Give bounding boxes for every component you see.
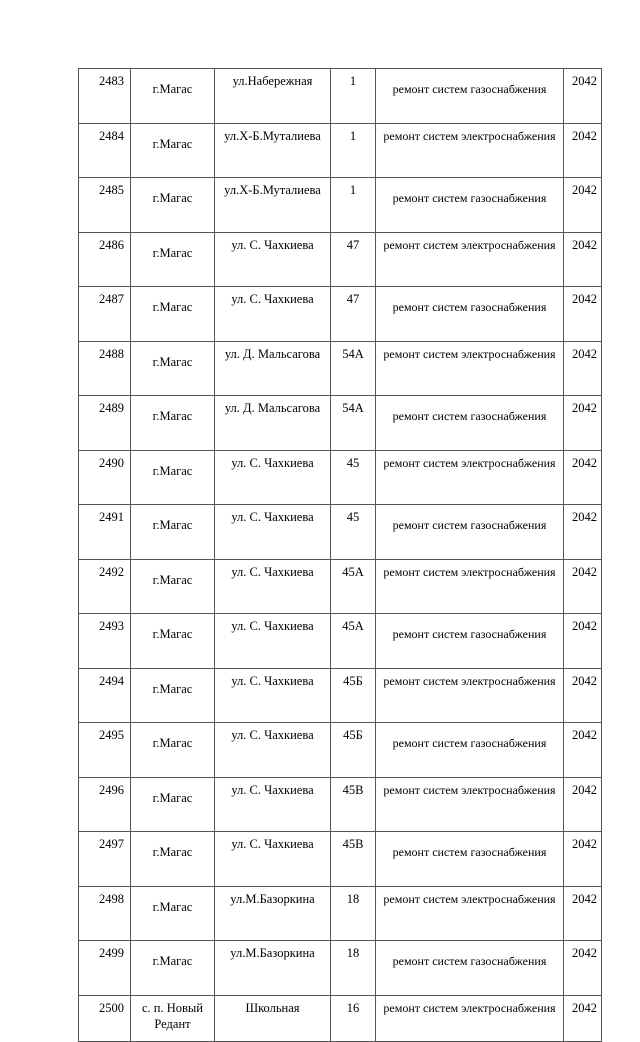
year-cell: 2042 [564,941,602,996]
settlement-cell: г.Магас [131,886,215,941]
row-number-cell: 2488 [79,341,131,396]
row-number-cell: 2499 [79,941,131,996]
year-cell: 2042 [564,69,602,124]
table-row [79,886,602,941]
table-row [79,396,602,451]
street-cell: ул.Х-Б.Муталиева [215,123,331,178]
table-row [79,505,602,560]
row-number-cell: 2494 [79,668,131,723]
year-cell: 2042 [564,832,602,887]
table-row [79,450,602,505]
table-row [79,723,602,778]
house-number-cell: 18 [331,941,376,996]
work-type-cell: ремонт систем электроснабжения [376,450,564,505]
settlement-cell: г.Магас [131,723,215,778]
row-number-cell: 2484 [79,123,131,178]
street-cell: ул. С. Чахкиева [215,450,331,505]
house-number-cell: 45 [331,450,376,505]
street-cell: ул. Д. Мальсагова [215,341,331,396]
settlement-cell: г.Магас [131,450,215,505]
house-number-cell: 47 [331,287,376,342]
house-number-cell: 16 [331,995,376,1042]
work-type-cell: ремонт систем электроснабжения [376,886,564,941]
house-number-cell: 45А [331,559,376,614]
house-number-cell: 18 [331,886,376,941]
table-row [79,668,602,723]
settlement-cell: г.Магас [131,396,215,451]
work-type-cell: ремонт систем газоснабжения [376,832,564,887]
work-type-cell: ремонт систем электроснабжения [376,232,564,287]
settlement-cell: г.Магас [131,559,215,614]
row-number-cell: 2490 [79,450,131,505]
street-cell: ул.М.Базоркина [215,886,331,941]
work-type-cell: ремонт систем газоснабжения [376,69,564,124]
street-cell: ул. С. Чахкиева [215,614,331,669]
table-row [79,995,602,1042]
table-row [79,832,602,887]
street-cell: ул.М.Базоркина [215,941,331,996]
work-type-cell: ремонт систем газоснабжения [376,287,564,342]
settlement-cell: г.Магас [131,232,215,287]
street-cell: ул. С. Чахкиева [215,505,331,560]
row-number-cell: 2491 [79,505,131,560]
settlement-cell: г.Магас [131,341,215,396]
street-cell: ул. С. Чахкиева [215,723,331,778]
table-row [79,178,602,233]
house-number-cell: 45Б [331,668,376,723]
table-row [79,614,602,669]
year-cell: 2042 [564,123,602,178]
settlement-cell: г.Магас [131,668,215,723]
table-row [79,777,602,832]
year-cell: 2042 [564,559,602,614]
row-number-cell: 2489 [79,396,131,451]
work-type-cell: ремонт систем электроснабжения [376,777,564,832]
settlement-cell: г.Магас [131,505,215,560]
year-cell: 2042 [564,723,602,778]
work-type-cell: ремонт систем электроснабжения [376,668,564,723]
table-row [79,69,602,124]
row-number-cell: 2498 [79,886,131,941]
year-cell: 2042 [564,995,602,1042]
row-number-cell: 2483 [79,69,131,124]
street-cell: ул. С. Чахкиева [215,287,331,342]
table-row [79,232,602,287]
street-cell: ул. Д. Мальсагова [215,396,331,451]
work-type-cell: ремонт систем электроснабжения [376,559,564,614]
house-number-cell: 1 [331,69,376,124]
settlement-cell: г.Магас [131,832,215,887]
house-number-cell: 45Б [331,723,376,778]
house-number-cell: 54А [331,396,376,451]
work-type-cell: ремонт систем электроснабжения [376,123,564,178]
year-cell: 2042 [564,396,602,451]
settlement-cell: г.Магас [131,287,215,342]
work-type-cell: ремонт систем газоснабжения [376,505,564,560]
work-type-cell: ремонт систем газоснабжения [376,614,564,669]
street-cell: ул. С. Чахкиева [215,232,331,287]
street-cell: Школьная [215,995,331,1042]
house-number-cell: 45В [331,832,376,887]
year-cell: 2042 [564,668,602,723]
year-cell: 2042 [564,450,602,505]
year-cell: 2042 [564,614,602,669]
house-number-cell: 54А [331,341,376,396]
street-cell: ул.Набережная [215,69,331,124]
street-cell: ул. С. Чахкиева [215,777,331,832]
table-row [79,341,602,396]
year-cell: 2042 [564,232,602,287]
row-number-cell: 2495 [79,723,131,778]
year-cell: 2042 [564,886,602,941]
year-cell: 2042 [564,505,602,560]
year-cell: 2042 [564,287,602,342]
street-cell: ул.Х-Б.Муталиева [215,178,331,233]
house-number-cell: 1 [331,123,376,178]
house-number-cell: 45В [331,777,376,832]
row-number-cell: 2497 [79,832,131,887]
settlement-cell: с. п. Новый Редант [131,995,215,1042]
work-type-cell: ремонт систем газоснабжения [376,723,564,778]
table-body [79,69,602,1042]
table-row [79,123,602,178]
row-number-cell: 2493 [79,614,131,669]
row-number-cell: 2500 [79,995,131,1042]
table-row [79,941,602,996]
house-number-cell: 45 [331,505,376,560]
work-type-cell: ремонт систем электроснабжения [376,995,564,1042]
row-number-cell: 2485 [79,178,131,233]
year-cell: 2042 [564,777,602,832]
work-type-cell: ремонт систем электроснабжения [376,341,564,396]
year-cell: 2042 [564,341,602,396]
work-type-cell: ремонт систем газоснабжения [376,941,564,996]
street-cell: ул. С. Чахкиева [215,668,331,723]
settlement-cell: г.Магас [131,123,215,178]
settlement-cell: г.Магас [131,178,215,233]
work-type-cell: ремонт систем газоснабжения [376,396,564,451]
row-number-cell: 2492 [79,559,131,614]
settlement-cell: г.Магас [131,777,215,832]
house-number-cell: 1 [331,178,376,233]
settlement-cell: г.Магас [131,941,215,996]
house-number-cell: 45А [331,614,376,669]
settlement-cell: г.Магас [131,614,215,669]
street-cell: ул. С. Чахкиева [215,559,331,614]
street-cell: ул. С. Чахкиева [215,832,331,887]
work-type-cell: ремонт систем газоснабжения [376,178,564,233]
table-row [79,559,602,614]
repair-schedule-table [78,68,602,1042]
row-number-cell: 2496 [79,777,131,832]
table-row [79,287,602,342]
settlement-cell: г.Магас [131,69,215,124]
row-number-cell: 2487 [79,287,131,342]
house-number-cell: 47 [331,232,376,287]
row-number-cell: 2486 [79,232,131,287]
year-cell: 2042 [564,178,602,233]
